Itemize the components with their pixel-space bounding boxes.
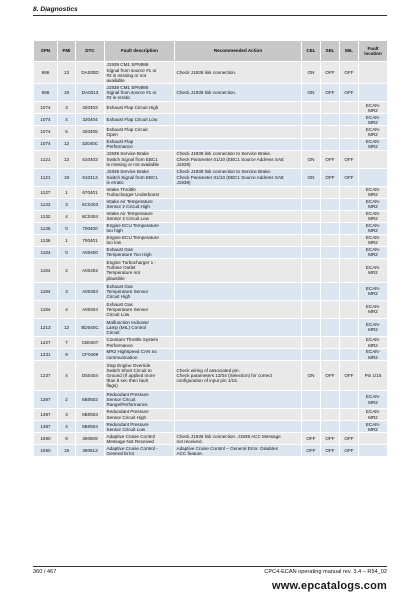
fault-location-cell: ECAN- MR2 [359,258,388,282]
mil-cell [340,126,359,138]
fault-description-cell: Adaptive Cruise Control Message Not Received [105,433,175,445]
col-header-dtc: DTC [76,41,105,62]
fault-table-body [34,62,388,457]
fault-location-cell: ECAN- MR2 [359,336,388,348]
fault-description-cell: Redundant Pressure Sensor Circuit Low [105,421,175,433]
fault-location-cell: ECAN- MR2 [359,126,388,138]
sel-cell [321,138,340,150]
dtc-cell: 700400 [76,222,105,234]
fault-location-cell: ECAN- MR2 [359,234,388,246]
fault-location-cell: ECAN- MR2 [359,102,388,114]
fault-description-cell: Exhaust Gas Temperature Sensor Circuit Low [105,300,175,318]
fault-code-table [33,40,388,457]
fmi-cell: 19 [58,168,76,186]
fmi-cell: 4 [58,210,76,222]
fault-description-cell: J1939 Service Brake Switch Signal from EBC1 is erratic [105,168,175,186]
dtc-cell: CB0407 [76,336,105,348]
fault-description-cell: Constant Throttle System Performance [105,336,175,348]
col-header-cel: CEL [302,41,321,62]
fmi-cell: 3 [58,198,76,210]
fmi-cell: 19 [58,84,76,102]
fmi-cell: 9 [58,433,76,445]
cel-cell [302,234,321,246]
fault-description-cell: Redundant Pressure Sensor Circuit High [105,409,175,421]
table-row [34,318,388,336]
sel-cell [321,234,340,246]
cel-cell: ON [302,84,321,102]
cel-cell [302,210,321,222]
recommended-action-cell: Adaptive Cruise Control – General Error. Disables ACC feature. [175,445,302,457]
mil-cell [340,114,359,126]
watermark-text: www.epcatalogs.com [271,580,387,592]
sel-cell [321,210,340,222]
spn-cell: 1590 [34,445,58,457]
fault-location-cell: ECAN- MR2 [359,282,388,300]
table-row [34,210,388,222]
recommended-action-cell [175,391,302,409]
fault-description-cell: Intake Air Temperature Sensor 2 Circuit High [105,198,175,210]
fault-location-cell [359,445,388,457]
fault-description-cell: Engine Turbocharger 1 - Turbine Outlet Temperature not plausible [105,258,175,282]
cel-cell: ON [302,361,321,391]
cel-cell [302,349,321,361]
dtc-cell: 6B0503 [76,409,105,421]
header-rule [33,15,387,16]
table-row [34,409,388,421]
sel-cell [321,258,340,282]
sel-cell [321,391,340,409]
table-row [34,349,388,361]
spn-cell: 986 [34,62,58,84]
spn-cell: 1387 [34,409,58,421]
fault-location-cell: ECAN- MR2 [359,210,388,222]
fault-location-cell: ECAN- MR2 [359,198,388,210]
fault-description-cell: Adaptive Cruise Control - General Error [105,445,175,457]
spn-cell: 1184 [34,282,58,300]
mil-cell: OFF [340,168,359,186]
cel-cell [302,102,321,114]
recommended-action-cell [175,300,302,318]
spn-cell: 1590 [34,433,58,445]
fmi-cell: 0 [58,222,76,234]
col-header-fault-description: Fault description [105,41,175,62]
sel-cell [321,102,340,114]
spn-cell: 1132 [34,210,58,222]
fault-location-cell: ECAN- MR2 [359,421,388,433]
fmi-cell: 0 [58,246,76,258]
mil-cell: OFF [340,62,359,84]
fault-location-cell: ECAN- MR2 [359,318,388,336]
recommended-action-cell: Check J1939 link connection. [175,84,302,102]
fault-description-cell: Intake Air Temperature Sensor 2 Circuit Low [105,210,175,222]
fault-location-cell: ECAN- MR2 [359,138,388,150]
cel-cell: ON [302,168,321,186]
fmi-cell: 19 [58,445,76,457]
dtc-cell: 6C0403 [76,198,105,210]
dtc-cell: 320404 [76,114,105,126]
recommended-action-cell [175,258,302,282]
col-header-mil: MIL [340,41,359,62]
cel-cell [302,246,321,258]
col-header-fmi: FMI [58,41,76,62]
col-header-sel: SEL [321,41,340,62]
mil-cell [340,300,359,318]
cel-cell: ON [302,62,321,84]
spn-cell: 1121 [34,168,58,186]
table-row [34,258,388,282]
fmi-cell: 4 [58,361,76,391]
mil-cell: OFF [340,445,359,457]
col-header-spn: SPN [34,41,58,62]
table-row [34,361,388,391]
dtc-cell: 320403 [76,102,105,114]
fmi-cell: 13 [58,150,76,168]
fault-location-cell: ECAN- MR2 [359,222,388,234]
fault-description-cell: Engine ECU Temperature too high [105,222,175,234]
fmi-cell: 4 [58,421,76,433]
sel-cell [321,421,340,433]
fault-location-cell: ECAN- MR2 [359,300,388,318]
recommended-action-cell [175,186,302,198]
fault-location-cell: ECAN- MR2 [359,409,388,421]
fault-description-cell: Exhaust Flap Performance [105,138,175,150]
fault-description-cell: Redundant Pressure Sensor Circuit Range/Performance [105,391,175,409]
fault-description-cell: MR2 Highspeed CAN no communication [105,349,175,361]
recommended-action-cell [175,409,302,421]
recommended-action-cell [175,336,302,348]
table-row [34,84,388,102]
spn-cell: 1074 [34,126,58,138]
spn-cell: 1127 [34,186,58,198]
sel-cell [321,409,340,421]
table-row [34,114,388,126]
fmi-cell: 4 [58,114,76,126]
recommended-action-cell: Check J1939 link connection to Service Brake. Check Parameter 01/10 (EBC1 Source Address SAE J1939) [175,168,302,186]
mil-cell [340,421,359,433]
fmi-cell: 3 [58,409,76,421]
table-row [34,246,388,258]
sel-cell [321,349,340,361]
table-header-row [34,41,388,62]
mil-cell: OFF [340,361,359,391]
fmi-cell: 13 [58,62,76,84]
spn-cell: 1074 [34,138,58,150]
mil-cell [340,318,359,336]
dtc-cell: 32040C [76,138,105,150]
spn-cell: 1387 [34,421,58,433]
spn-cell: 1074 [34,114,58,126]
cel-cell [302,421,321,433]
sel-cell [321,282,340,300]
fault-location-cell: ECAN- MR2 [359,246,388,258]
sel-cell: OFF [321,168,340,186]
mil-cell [340,138,359,150]
fault-description-cell: Engine ECU Temperature too low [105,234,175,246]
recommended-action-cell [175,198,302,210]
mil-cell [340,391,359,409]
recommended-action-cell [175,222,302,234]
dtc-cell: 360613 [76,445,105,457]
mil-cell [340,336,359,348]
cel-cell: ON [302,150,321,168]
sel-cell [321,300,340,318]
dtc-cell: 700401 [76,234,105,246]
spn-cell: 1121 [34,150,58,168]
recommended-action-cell [175,282,302,300]
fmi-cell: 1 [58,234,76,246]
recommended-action-cell: Check J1939 link connection. J1939 ACC Message not received. [175,433,302,445]
fault-description-cell: Malfunction Indicator Lamp (MIL) Control Circuit [105,318,175,336]
table-row [34,198,388,210]
fault-description-cell: J1939 CM1 SPN986 Signal from source #1 or #2 is erratic [105,84,175,102]
sel-cell [321,336,340,348]
fault-description-cell: Exhaust Gas Temperature Sensor Circuit High [105,282,175,300]
fault-location-cell [359,433,388,445]
table-row [34,445,388,457]
table-row [34,186,388,198]
fmi-cell: 7 [58,336,76,348]
spn-cell: 1184 [34,300,58,318]
dtc-cell: 610403 [76,150,105,168]
spn-cell: 1074 [34,102,58,114]
spn-cell: 1136 [34,234,58,246]
sel-cell [321,186,340,198]
dtc-cell: BD040C [76,318,105,336]
mil-cell: OFF [340,433,359,445]
mil-cell [340,282,359,300]
sel-cell [321,114,340,126]
fault-description-cell: Stop Engine Override Switch Short Circuit to Ground (If applied more than 5 sec then fault flags) [105,361,175,391]
fault-location-cell: ECAN- MR2 [359,391,388,409]
fault-description-cell: Intake Throttle Turbocharger Underboost [105,186,175,198]
table-row [34,126,388,138]
cel-cell [302,138,321,150]
spn-cell: 986 [34,84,58,102]
recommended-action-cell: Check J1939 link connection to Service Brake. Check Parameter 01/10 (EBC1 Source Address SAE J1939) [175,150,302,168]
sel-cell: OFF [321,150,340,168]
mil-cell [340,102,359,114]
cel-cell [302,186,321,198]
table-row [34,336,388,348]
fault-description-cell: Exhaust Flap Circuit Open [105,126,175,138]
mil-cell [340,349,359,361]
dtc-cell: 610413 [76,168,105,186]
recommended-action-cell [175,138,302,150]
fault-location-cell [359,150,388,168]
table-row [34,168,388,186]
dtc-cell: 6C0404 [76,210,105,222]
table-row [34,138,388,150]
cel-cell [302,391,321,409]
dtc-cell: A00403 [76,282,105,300]
dtc-cell: CF0409 [76,349,105,361]
mil-cell [340,198,359,210]
sel-cell [321,318,340,336]
dtc-cell: 360609 [76,433,105,445]
spn-cell: 1237 [34,361,58,391]
mil-cell [340,210,359,222]
dtc-cell: 6B0504 [76,421,105,433]
mil-cell [340,222,359,234]
spn-cell: 1387 [34,391,58,409]
table-row [34,282,388,300]
fmi-cell: 5 [58,126,76,138]
sel-cell: OFF [321,433,340,445]
fmi-cell: 12 [58,318,76,336]
sel-cell [321,198,340,210]
cel-cell [302,336,321,348]
fmi-cell: 3 [58,282,76,300]
table-row [34,102,388,114]
recommended-action-cell [175,210,302,222]
sel-cell [321,246,340,258]
fault-description-cell: J1939 CM1 SPN986 Signal from source #1 or #2 is missing or not available [105,62,175,84]
fault-location-cell [359,84,388,102]
fault-description-cell: Exhaust Flap Circuit High [105,102,175,114]
table-row [34,62,388,84]
fault-location-cell [359,62,388,84]
cel-cell [302,300,321,318]
fault-location-cell [359,168,388,186]
page-number: 360 / 467 [33,569,57,575]
mil-cell [340,186,359,198]
mil-cell [340,409,359,421]
spn-cell: 1213 [34,318,58,336]
sel-cell: OFF [321,445,340,457]
recommended-action-cell [175,349,302,361]
recommended-action-cell: Check wiring of associated pin. Check parameters 13/04 (Selection) for correct configuration of input pin 1/15. [175,361,302,391]
spn-cell: 1231 [34,349,58,361]
table-row [34,222,388,234]
table-row [34,391,388,409]
cel-cell: OFF [302,433,321,445]
cel-cell [302,114,321,126]
dtc-cell: A00400 [76,246,105,258]
recommended-action-cell [175,246,302,258]
dtc-cell: DA030D [76,62,105,84]
recommended-action-cell [175,234,302,246]
table-row [34,234,388,246]
dtc-cell: 670401 [76,186,105,198]
col-header-fault-location: Fault location [359,41,388,62]
dtc-cell: DA0313 [76,84,105,102]
fmi-cell: 2 [58,391,76,409]
sel-cell: OFF [321,84,340,102]
cel-cell [302,198,321,210]
recommended-action-cell: Check J1939 link connection. [175,62,302,84]
spn-cell: 1184 [34,258,58,282]
document-title: CPC4-ECAN operating manual rev. 3.4 – R54_02 [264,569,387,575]
col-header-recommended-action: Recommended Action [175,41,302,62]
cel-cell [302,258,321,282]
cel-cell: OFF [302,445,321,457]
fault-description-cell: Exhaust Flap Circuit Low [105,114,175,126]
cel-cell [302,222,321,234]
fault-description-cell: J1939 Service Brake Switch Signal from EBC1 is missing or not available [105,150,175,168]
mil-cell [340,258,359,282]
sel-cell: OFF [321,62,340,84]
dtc-cell: A00404 [76,300,105,318]
fmi-cell: 1 [58,186,76,198]
fmi-cell: 2 [58,258,76,282]
fault-location-cell: ECAN- MR2 [359,114,388,126]
fmi-cell: 3 [58,102,76,114]
sel-cell: OFF [321,361,340,391]
recommended-action-cell [175,421,302,433]
fmi-cell: 4 [58,300,76,318]
cel-cell [302,126,321,138]
recommended-action-cell [175,102,302,114]
dtc-cell: 6B0502 [76,391,105,409]
spn-cell: 1184 [34,246,58,258]
fault-location-cell: ECAN- MR2 [359,186,388,198]
cel-cell [302,409,321,421]
table-row [34,421,388,433]
mil-cell: OFF [340,150,359,168]
recommended-action-cell [175,318,302,336]
dtc-cell: A00402 [76,258,105,282]
spn-cell: 1227 [34,336,58,348]
recommended-action-cell [175,114,302,126]
fmi-cell: 12 [58,138,76,150]
mil-cell [340,246,359,258]
mil-cell: OFF [340,84,359,102]
table-row [34,300,388,318]
fault-location-cell: ECAN- MR2 [359,349,388,361]
fault-location-cell: Pin 1/15 [359,361,388,391]
mil-cell [340,234,359,246]
fault-description-cell: Exhaust Gas Temperature Too High [105,246,175,258]
footer-rule [33,566,387,567]
sel-cell [321,222,340,234]
dtc-cell: 320405 [76,126,105,138]
spn-cell: 1136 [34,222,58,234]
spn-cell: 1132 [34,198,58,210]
sel-cell [321,126,340,138]
dtc-cell: D50404 [76,361,105,391]
cel-cell [302,282,321,300]
section-title: 8. Diagnostics [33,6,78,13]
table-row [34,433,388,445]
table-row [34,150,388,168]
fmi-cell: 9 [58,349,76,361]
recommended-action-cell [175,126,302,138]
cel-cell [302,318,321,336]
